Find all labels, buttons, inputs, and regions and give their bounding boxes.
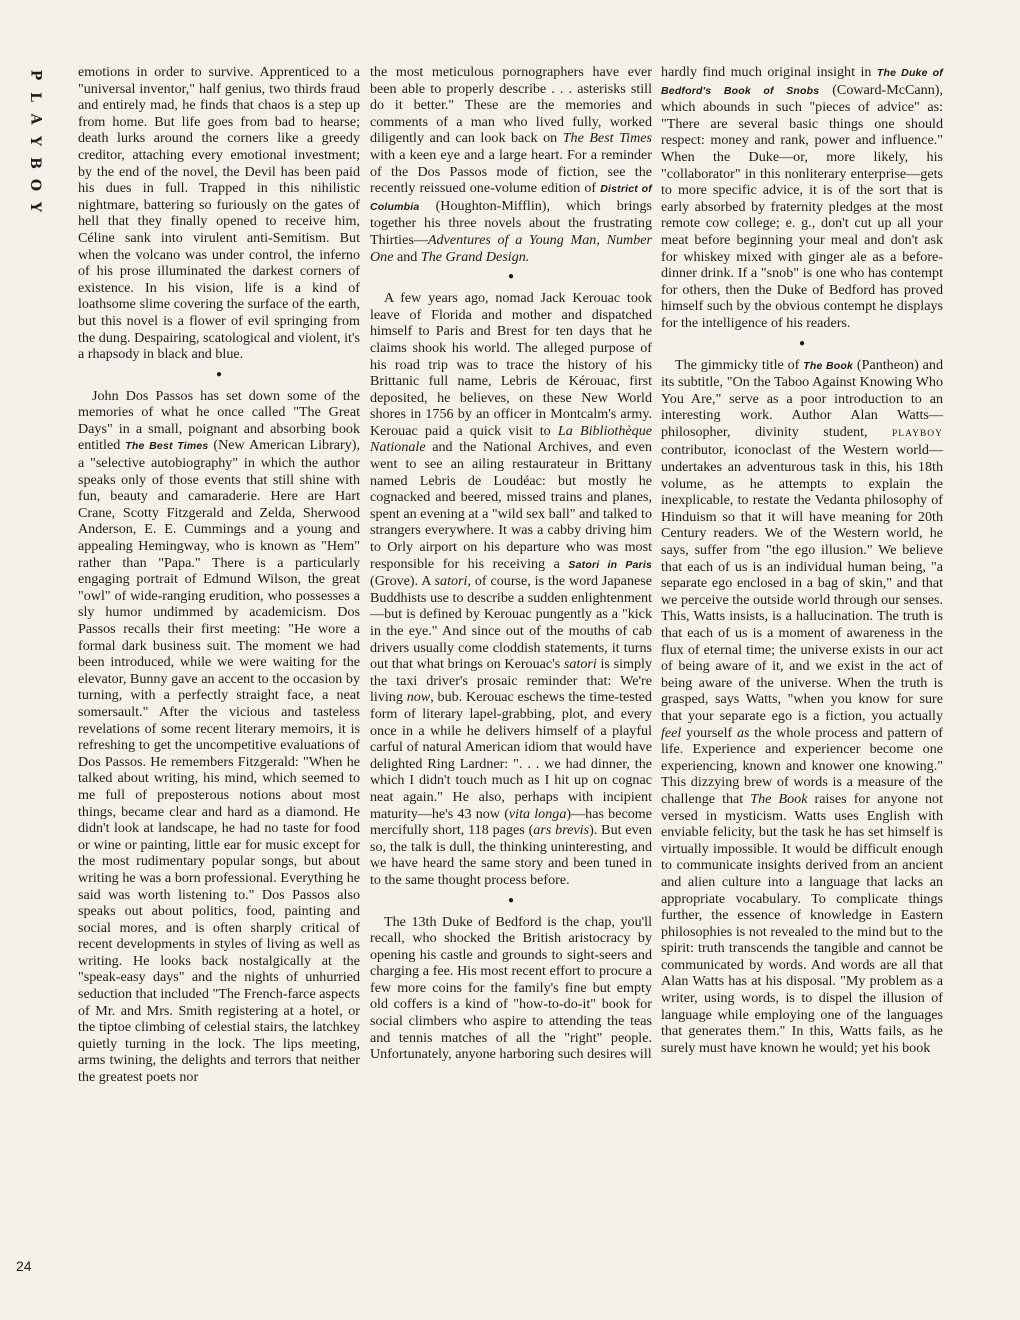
text-run: , bub. Kerouac eschews the time-tested form of literary lapel-grabbing, plot, and every once in a while he delivers himself of a playful carful of natural American idiom that would have delighted Ring Lardner: ". . . we had dinner, the which I didn't touch much as I hit up on cognac neat again." He also, perhaps with incipient maturity—he's 43 now ( — [370, 689, 652, 822]
text-run: (Pantheon) and its subtitle, "On the Taboo Against Knowing Who You Are," serve as a poor introduction to an interesting work. Author Alan Watts—philosopher, divinity student, — [661, 356, 943, 440]
italic-phrase: ars brevis — [533, 822, 590, 839]
text-run: is simply the taxi driver's prosaic reminder that: We're living — [370, 656, 652, 706]
text-run: yourself — [681, 724, 737, 741]
paragraph: emotions in order to survive. Apprenticed to a "universal inventor," half genius, two thirds fraud and entirely mad, he finds that chaos is a step up from home. But life goes from bad to hearse; death lurks around the corners like a greedy creditor, attaching every emotional investment; by the end of the novel, the Devil has been paid his dues in full. Trapped in this nihilistic nightmare, battering so furiously on the gates of hell that they finally opened to receive him, Céline sank into virulent anti-Semitism. But when the volcano was under control, the inferno of his prose illuminated the darkest corners of existence. In his vision, life is a kind of loathsome slime covering the surface of the earth, but this novel is a flower of evil springing from the dung. Despairing, scatological and violent, it's a rhapsody in black and blue. — [78, 64, 360, 363]
italic-phrase: La Bibliothèque Nationale — [370, 422, 652, 456]
section-divider-bullet: ● — [215, 368, 223, 380]
paragraph — [661, 357, 943, 1057]
text-run: A few years ago, nomad Jack Kerouac took leave of Florida and mother and dispatched himself to Paris and Brest for ten days that he claims shook his world. The alleged purpose of his road trip was to trace the history of his Brittanic full name, Lebris de Kérouac, first deposited, he believes, on these New World shores in 1756 by an officer in Montcalm's army. Kerouac paid a quick visit to — [370, 290, 652, 439]
book-title: The Duke of Bedford's Book of Snobs — [661, 67, 943, 97]
paragraph: The 13th Duke of Bedford is the chap, you'll recall, who shocked the British aristocracy by opening his castle and grounds to sight-seers and charging a fee. His most recent effort to procure a few more coins for the family's fine but empty old coffers is a kind of "how-to-do-it" book for social climbers who aspire to attending the teas and tennis matches of all the "right" people. Unfortunately, anyone harboring such desires will — [370, 913, 652, 1063]
text-run: and the National Archives, and even went to see an ailing restaurateur in Brittany named Lebris de Loudéac: but mostly he cognacked and beered, missed trains and planes, spent an evening at a "wild sex ball" and talked to strangers everywhere. It was a cabby driving him to Orly airport on his departure who was most responsible for his receiving a — [370, 439, 652, 572]
masthead-letter: Y — [27, 136, 43, 146]
book-title: The Grand Design. — [420, 248, 530, 265]
text-run: ). But even so, the talk is dull, the thinking uninteresting, and we have heard the same story and been tuned in to the same thought process before. — [370, 822, 653, 888]
masthead-letter: Y — [27, 202, 43, 212]
text-column-1 — [78, 64, 360, 1086]
text-run: and — [393, 248, 421, 265]
text-column-3 — [661, 64, 943, 1056]
italic-phrase: as — [736, 724, 750, 741]
book-title: The Best Times — [125, 440, 209, 453]
text-run: (Houghton-Mifflin), which brings together his three novels about the frustrating Thirties— — [370, 197, 652, 248]
text-run: John Dos Passos has set down some of the memories of what he once called "The Great Days" in a small, poignant and absorbing book entitled — [78, 387, 360, 454]
text-run: (Grove). A — [370, 573, 435, 590]
book-title: The Book — [750, 790, 808, 807]
book-title: District of Columbia — [370, 183, 652, 213]
italic-phrase: vita longa — [508, 805, 567, 822]
paragraph — [370, 290, 652, 888]
masthead-letter: P — [27, 69, 43, 81]
masthead-letter: A — [27, 113, 43, 125]
book-title: Satori in Paris — [568, 558, 652, 571]
text-run: )—has become mercifully short, 118 pages ( — [370, 805, 652, 839]
text-run: raises for anyone not versed in mysticism. Watts uses English with enviable felicity, but the task he has set himself is virtually impossible. It would be difficult enough to communicate insights derived from an ancient and alien culture into a language that lacks an appropriate vocabulary. To complicate things further, the essence of knowledge in Eastern philosophies is not revealed to the mind but to the spirit: truth transcends the tangible and cannot be communicated by words. And words are all that Alan Watts has at his disposal. "My problem as a writer, using words, is to dispel the illusion of language while employing one of the languages that generates them." In this, Watts fails, as he surely must have known he would; yet his book — [661, 790, 943, 1056]
text-run: the whole process and pattern of life. Experience and experiencer become one experiencing, known and knower one knowing." This dizzying brew of words is a measure of the challenge that — [661, 724, 943, 807]
text-run: (Coward-McCann), which abounds in such "pieces of advice" as: "There are several basic things one should respect: money and rank, power and influence." When the Duke—or, more likely, his "collaborator" in this nonliterary enterprise—gets to more specific advice, it is of the sort that is early absorbed by fraternity pledges at the most remote cow college; e. g., don't cut up all your meat before beginning your meal and don't ask for whiskey mixed with ginger ale as a before-dinner drink. If a "snob" is one who has contempt for others, then the Duke of Bedford has proved himself such by the obvious contempt he displays for the intelligence of his readers. — [661, 81, 943, 331]
section-divider-bullet: ● — [798, 337, 806, 349]
book-title: The Best Times — [562, 130, 652, 147]
text-column-2 — [370, 64, 652, 1063]
magazine-name: PLAYBOY — [892, 428, 943, 439]
text-run: contributor, iconoclast of the Western world—undertakes an adventurous task in this, his 18th volume, as he attempts to explain the inexplicable, to restate the Vedanta philosophy of Hinduism so that it will have meaning for 20th Century readers. We of the Western world, he says, suffer from "the ego illusion." We believe that each of us is an individual human being, "a separate ego enclosed in a bag of skin," and that we perceive the outside world through our senses. This, Watts insists, is a hallucination. The truth is that each of us is a moment of awareness in the flux of eternal time; the universe exists in our act of being aware of it, and we exist in the act of being aware of the universe. When the truth is grasped, says Watts, "when you know for sure that your separate ego is a fiction, you actually — [661, 442, 943, 724]
text-run: the most meticulous pornographers have ever been able to properly describe . . . asterisks still do it better." These are the memories and comments of a man who lived fully, worked diligently and can look back on — [370, 64, 652, 147]
italic-phrase: satori — [434, 573, 468, 590]
playboy-masthead — [24, 64, 46, 218]
page-number: 24 — [16, 1258, 32, 1274]
italic-phrase: satori — [563, 656, 597, 673]
italic-phrase: feel — [661, 724, 682, 741]
masthead-letter: L — [27, 92, 43, 102]
masthead-letter: O — [26, 178, 43, 192]
text-run: hardly find much original insight in — [661, 64, 877, 80]
book-title: The Book — [803, 359, 854, 372]
section-divider-bullet: ● — [507, 271, 515, 283]
paragraph — [78, 388, 360, 1086]
book-title: Adventures of a Young Man, Number One — [370, 231, 652, 265]
text-run: with a keen eye and a large heart. For a reminder of the Dos Passos mode of fiction, see the recently reissued one-volume edition of — [370, 146, 652, 197]
masthead-letter: B — [27, 157, 43, 169]
italic-phrase: now — [406, 689, 431, 706]
text-run: (New American Library), a "selective autobiography" in which the author speaks only of those events that still shine with fun, beauty and camaraderie. Here are Hart Crane, Scotty Fitzgerald and Zelda, Sherwood Anderson, E. E. Cummings and a young and appealing Hemingway, who is known as "Hem" rather than "Papa." There is a particularly engaging portrait of Edmund Wilson, the great "owl" of wide-ranging erudition, who possesses a sly humor undimmed by academicism. Dos Passos recalls their first meeting: "He wore a formal dark business suit. The moment we had been introduced, while we were waiting for the elevator, Bunny gave an accent to the occasion by turning, with a perfectly straight face, a neat somersault." After the vicious and tasteless revelations of some recent literary memoirs, it is refreshing to get the uncompetitive evaluations of Dos Passos. He remembers Fitzgerald: "When he talked about writing, his mind, which seemed to me full of preposterous notions about most things, became clear and hard as a diamond. He didn't look at landscape, he had no taste for food or wine or painting, little ear for music except for the most rudimentary popular songs, but about writing he was a born professional. Everything he said was worth listening to." Dos Passos also speaks out about politics, food, painting and social mores, and is often sharply critical of recent developments in styles of living as well as writing. He looks back nostalgically at the "speak-easy days" and the nights of unhurried seduction that included "The French-farce aspects of Mr. and Mrs. Smith registering at a hotel, or the tiptoe climbing of celestial stairs, the latchkey quietly turning in the lock. The lips meeting, arms twining, the delights and terrors that neither the greatest poets nor — [78, 437, 360, 1086]
paragraph — [370, 64, 652, 265]
paragraph — [661, 64, 943, 332]
text-run: , of course, is the word Japanese Buddhists use to describe a sudden enlightenment—but is defined by Kerouac pungently as a "kick in the eye." And since out of the mouths of cab drivers usually come cloddish statements, it turns out that what brings on Kerouac's — [370, 573, 652, 673]
section-divider-bullet: ● — [507, 894, 515, 906]
text-run: The gimmicky title of — [675, 356, 804, 373]
